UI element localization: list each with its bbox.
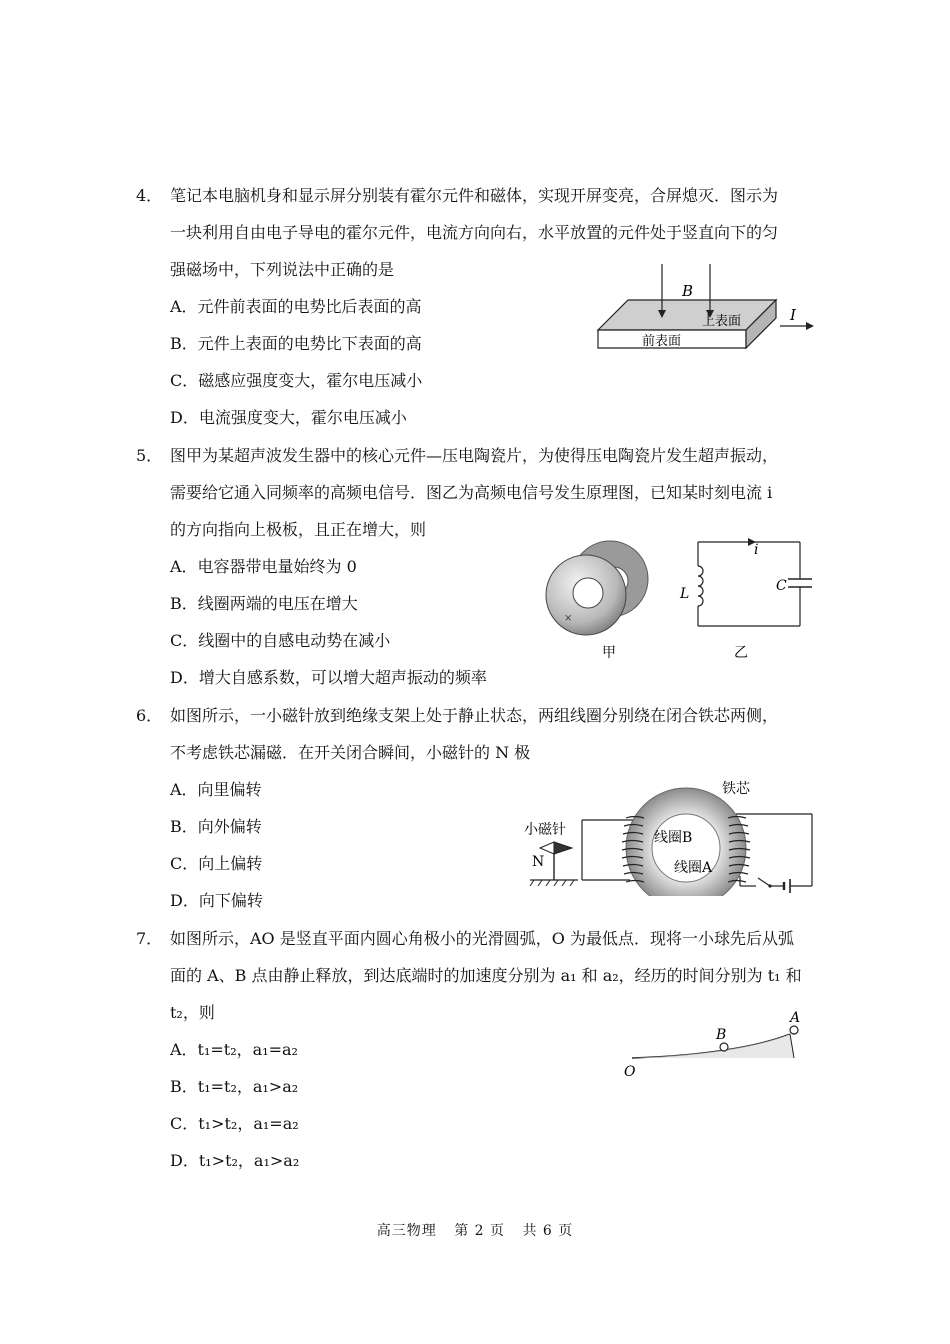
q6-option-a: A．向里偏转: [170, 780, 262, 799]
coil-a-label: 线圈A: [674, 860, 713, 876]
current-i-label: i: [754, 542, 759, 558]
iron-core-label: 铁芯: [722, 781, 750, 797]
q6-option-d: D．向下偏转: [170, 891, 263, 910]
b-field-label: B: [682, 282, 694, 300]
q5-stem-line-2: 需要给它通入同频率的高频电信号．图乙为高频电信号发生原理图，已知某时刻电流 i: [170, 483, 773, 502]
q5-option-d: D．增大自感系数，可以增大超声振动的频率: [170, 668, 487, 687]
q7-option-c: C．t₁>t₂，a₁=a₂: [170, 1114, 299, 1133]
q6-option-c: C．向上偏转: [170, 854, 263, 873]
point-a-label: A: [790, 1010, 801, 1026]
inductor-l-label: L: [680, 586, 690, 602]
q4-number: 4．: [136, 186, 163, 205]
q4-option-d: D．电流强度变大，霍尔电压减小: [170, 408, 407, 427]
q7-stem-line-3: t₂，则: [170, 1003, 215, 1022]
magnetic-needle-label: 小磁针: [524, 822, 566, 838]
figure-yi-label: 乙: [734, 645, 748, 660]
q7-stem-line-1: 如图所示，AO 是竖直平面内圆心角极小的光滑圆弧，O 为最低点．现将一小球先后从弧: [170, 929, 794, 948]
hall-element-figure: [590, 258, 830, 358]
front-surface-label: 前表面: [642, 334, 682, 349]
page-footer: [0, 1220, 950, 1240]
q5-stem-line-1: 图甲为某超声波发生器中的核心元件—压电陶瓷片，为使得压电陶瓷片发生超声振动，: [170, 446, 779, 465]
hall-slab-top: [598, 300, 776, 330]
figure-jia-label: 甲: [602, 645, 616, 660]
q7-option-a: A．t₁=t₂，a₁=a₂: [170, 1040, 298, 1059]
point-o-label: O: [624, 1064, 636, 1078]
lc-circuit-figure: [672, 536, 822, 660]
footer-page: 第 2 页: [454, 1223, 505, 1239]
coil-b-label: 线圈B: [654, 830, 693, 846]
q7-option-b: B．t₁=t₂，a₁>a₂: [170, 1077, 299, 1096]
footer-subject: 高三物理: [376, 1223, 437, 1239]
q4-stem-line-1: 笔记本电脑机身和显示屏分别装有霍尔元件和磁体，实现开屏变亮，合屏熄灭．图示为: [170, 186, 779, 205]
q5-number: 5．: [136, 446, 163, 465]
footer-total: 共 6 页: [522, 1223, 574, 1239]
capacitor-c-label: C: [776, 578, 787, 594]
q5-option-b: B．线圈两端的电压在增大: [170, 594, 358, 613]
q7-number: 7．: [136, 929, 163, 948]
q6-stem-line-2: 不考虑铁芯漏磁．在开关闭合瞬间，小磁针的 N 极: [170, 743, 531, 762]
q6-number: 6．: [136, 706, 163, 725]
q7-option-d: D．t₁>t₂，a₁>a₂: [170, 1151, 300, 1170]
svg-text:×: ×: [564, 613, 573, 624]
top-surface-label: 上表面: [702, 314, 742, 329]
q4-option-b: B．元件上表面的电势比下表面的高: [170, 334, 422, 353]
piezo-ceramic-figure: [540, 535, 660, 660]
q6-stem-line-1: 如图所示，一小磁针放到绝缘支架上处于静止状态，两组线圈分别绕在闭合铁芯两侧，: [170, 706, 779, 725]
point-b-label: B: [716, 1027, 727, 1043]
q6-option-b: B．向外偏转: [170, 817, 262, 836]
q4-option-c: C．磁感应强度变大，霍尔电压减小: [170, 371, 423, 390]
north-pole-label: N: [532, 854, 545, 870]
q5-option-c: C．线圈中的自感电动势在减小: [170, 631, 391, 650]
q4-option-a: A．元件前表面的电势比后表面的高: [170, 297, 422, 316]
q5-option-a: A．电容器带电量始终为 0: [170, 557, 357, 576]
arc-track-figure: [618, 1008, 818, 1078]
q7-stem-line-2: 面的 A、B 点由静止释放，到达底端时的加速度分别为 a₁ 和 a₂，经历的时间分别为 t₁ 和: [170, 966, 802, 985]
q5-stem-line-3: 的方向指向上极板，且正在增大，则: [170, 520, 427, 539]
current-label: I: [790, 306, 796, 324]
q4-stem-line-2: 一块利用自由电子导电的霍尔元件，电流方向向右，水平放置的元件处于竖直向下的匀: [170, 223, 779, 242]
q4-stem-line-3: 强磁场中，下列说法中正确的是: [170, 260, 395, 279]
iron-core-figure: [522, 776, 822, 896]
